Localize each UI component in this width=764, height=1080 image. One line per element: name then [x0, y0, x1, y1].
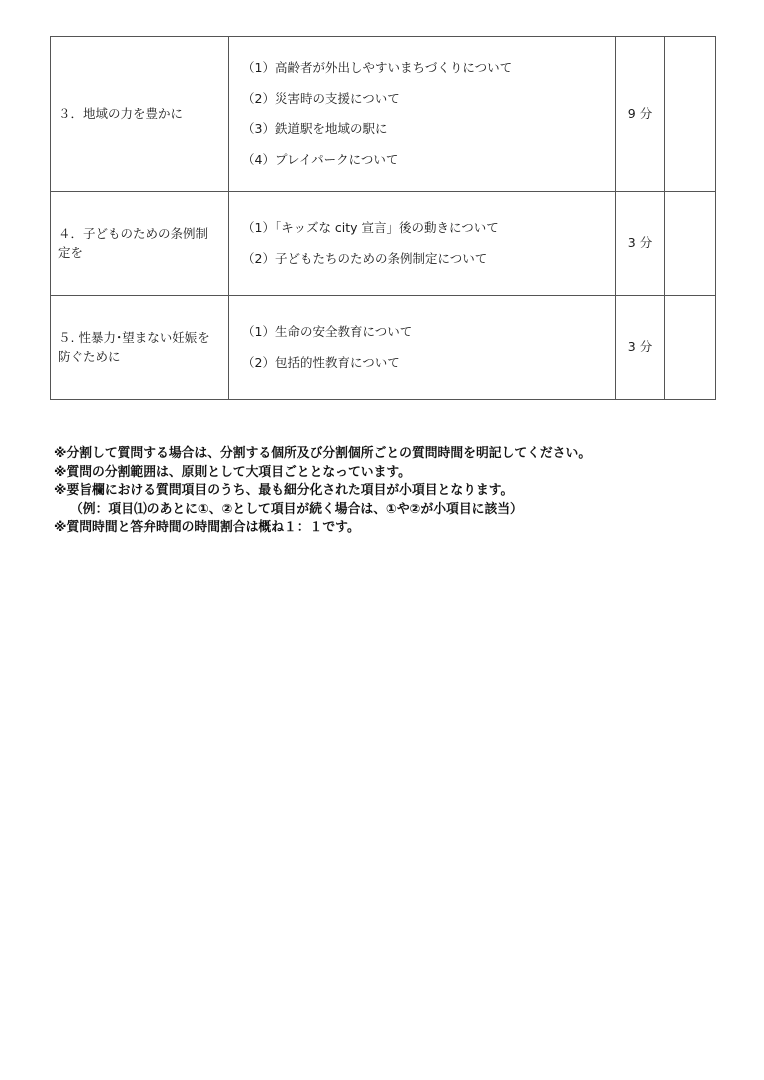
minor-item: （2）包括的性教育について [242, 354, 400, 370]
minor-item: （1）「キッズな city 宣言」後の動きについて [242, 220, 499, 235]
major-item-cell: ４．子どものための条例制定を [51, 192, 229, 296]
question-table [50, 36, 716, 400]
table-row [51, 296, 716, 400]
minor-item: （1）生命の安全教育について [242, 324, 413, 339]
minor-item: （2）子どもたちのための条例制定について [242, 250, 488, 266]
minor-item: （3）鉄道駅を地域の駅に [242, 121, 388, 136]
major-item-cell: ３．地域の力を豊かに [51, 37, 229, 192]
notes-section [54, 445, 734, 538]
time-cell: 9 分 [616, 37, 665, 192]
minor-item: （1）高齢者が外出しやすいまちづくりについて [242, 60, 513, 75]
minor-items-cell [229, 192, 616, 296]
time-cell: 3 分 [616, 192, 665, 296]
time-cell: 3 分 [616, 296, 665, 400]
minor-item: （4）プレイパークについて [242, 151, 399, 167]
table-row [51, 37, 716, 192]
minor-items-cell [229, 37, 616, 192]
minor-item: （2）災害時の支援について [242, 90, 400, 106]
blank-cell [665, 296, 716, 400]
blank-cell [665, 192, 716, 296]
note-line: ※分割して質問する場合は、分割する個所及び分割個所ごとの質問時間を明記してください。 [54, 446, 592, 461]
minor-items-cell [229, 296, 616, 400]
minor-item-list [229, 53, 615, 175]
blank-cell [665, 37, 716, 192]
major-item-cell: ５. 性暴力･望まない妊娠を防ぐために [51, 296, 229, 400]
minor-item-list [229, 317, 615, 378]
note-example-line: （例：項目⑴のあとに①、②として項目が続く場合は、①や②が小項目に該当） [70, 501, 523, 517]
table-row [51, 192, 716, 296]
note-line: ※要旨欄における質問項目のうち、最も細分化された項目が小項目となります。 [54, 483, 514, 498]
minor-item-list [229, 213, 615, 274]
note-line: ※質問の分割範囲は、原則として大項目ごととなっています。 [54, 464, 411, 480]
note-line: ※質問時間と答弁時間の時間割合は概ね１：１です。 [54, 520, 360, 535]
